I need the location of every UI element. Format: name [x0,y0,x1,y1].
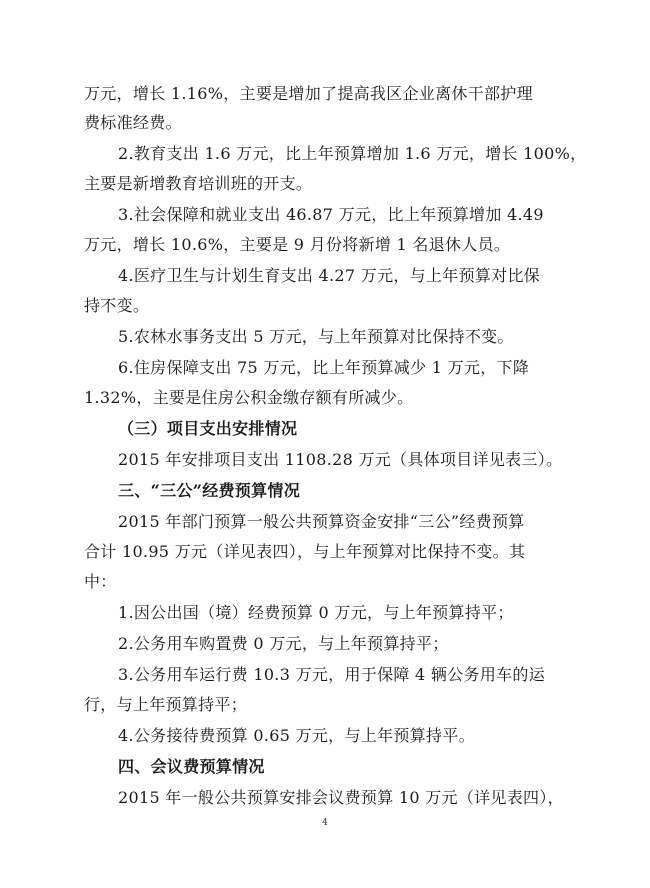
body-text-line: 2015 年安排项目支出 1108.28 万元（具体项目详见表三）。 [118,450,563,469]
body-text-line: 1.32%，主要是住房公积金缴存额有所减少。 [84,388,414,407]
body-text-line: 中： [84,572,117,591]
body-text-line: 行，与上年预算持平； [84,695,248,714]
body-text-line: 主要是新增教育培训班的开支。 [84,174,313,193]
body-text-line: 4.公务接待费预算 0.65 万元，与上年预算持平。 [118,726,475,745]
body-text-line: 2.教育支出 1.6 万元，比上年预算增加 1.6 万元，增长 100%， [118,144,587,163]
page-number: 4 [322,818,328,828]
body-text-line: 万元，增长 1.16%，主要是增加了提高我区企业离休干部护理 [84,84,533,103]
body-text-line: 持不变。 [84,296,150,315]
body-text-line: 3.社会保障和就业支出 46.87 万元，比上年预算增加 4.49 [118,205,544,224]
body-text-line: 4.医疗卫生与计划生育支出 4.27 万元，与上年预算对比保 [118,266,541,285]
section-heading: （三）项目支出安排情况 [118,419,298,438]
body-text-line: 3.公务用车运行费 10.3 万元，用于保障 4 辆公务用车的运 [118,665,546,684]
body-text-line: 万元，增长 10.6%，主要是 9 月份将新增 1 名退休人员。 [84,235,511,254]
body-text-line: 6.住房保障支出 75 万元，比上年预算减少 1 万元，下降 [118,358,530,377]
body-text-line: 5.农林水事务支出 5 万元，与上年预算对比保持不变。 [118,327,514,346]
section-heading: 四、会议费预算情况 [118,757,265,776]
body-text-line: 费标准经费。 [84,113,182,132]
section-heading: 三、“三公”经费预算情况 [118,481,301,500]
body-text-line: 合计 10.95 万元（详见表四），与上年预算对比保持不变。其 [84,542,526,561]
body-text-line: 2.公务用车购置费 0 万元，与上年预算持平； [118,634,449,653]
body-text-line: 2015 年部门预算一般公共预算资金安排“三公”经费预算 [118,512,525,531]
body-text-line: 1.因公出国（境）经费预算 0 万元，与上年预算持平； [118,603,514,622]
body-text-line: 2015 年一般公共预算安排会议费预算 10 万元（详见表四）， [118,788,564,807]
